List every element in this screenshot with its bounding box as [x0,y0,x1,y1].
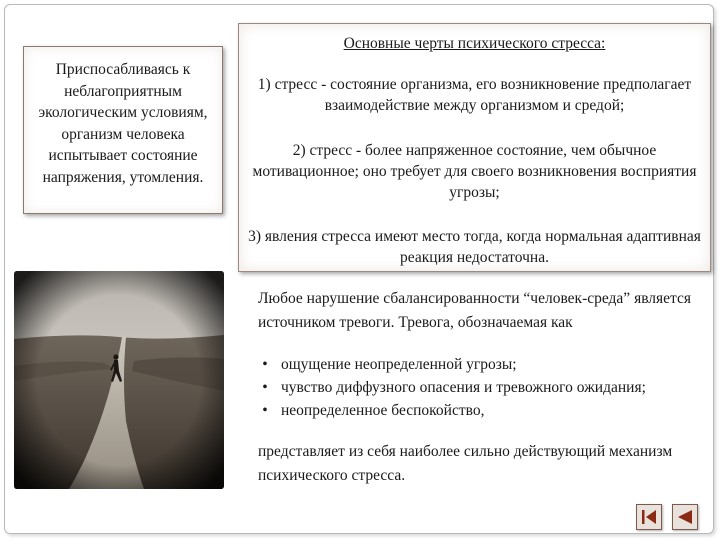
bullet-marker: • [262,402,268,419]
feature-point-1: 1) стресс - состояние организма, его возникновение предполагает взаимодействие между организмом и средой; [257,76,692,114]
bullet-marker: • [262,356,268,373]
bullet-marker: • [262,379,268,396]
body-text [258,287,713,488]
list-item [258,399,713,422]
intro-paragraph: Любое нарушение сбалансированности “человек-среда” является источником тревоги. Тревога, обозначаемая как [258,290,692,331]
lone-figure-photo [14,271,224,489]
stress-features-box [238,23,711,272]
feature-point-2: 2) стресс - более напряженное состояние, чем обычное мотивационное; оно требует для своего возникновения восприятия угрозы; [252,142,697,201]
anxiety-bullet-list [258,353,713,422]
play-back-icon [673,505,697,529]
bullet-text: неопределенное беспокойство, [281,402,485,419]
left-note-box [23,46,223,214]
bullet-text: ощущение неопределенной угрозы; [281,356,517,373]
back-button[interactable] [672,504,698,530]
skip-previous-icon [637,505,661,529]
previous-slide-button[interactable] [636,504,662,530]
list-item [258,353,713,376]
left-note-text: Приспосабливаясь к неблагоприятным экологическим условиям, организм человека испытывает состояние напряжения, утомления. [38,61,208,186]
box-title-colon: : [601,35,606,52]
box-title [239,33,710,54]
box-title-text: Основные черты психического стресса [343,35,602,52]
outro-paragraph: представляет из себя наиболее сильно действующий механизм психического стресса. [258,443,673,484]
bullet-text: чувство диффузного опасения и тревожного ожидания; [281,379,646,396]
list-item [258,376,713,399]
feature-point-3: 3) явления стресса имеют место тогда, когда нормальная адаптивная реакция недостаточна. [248,228,701,266]
